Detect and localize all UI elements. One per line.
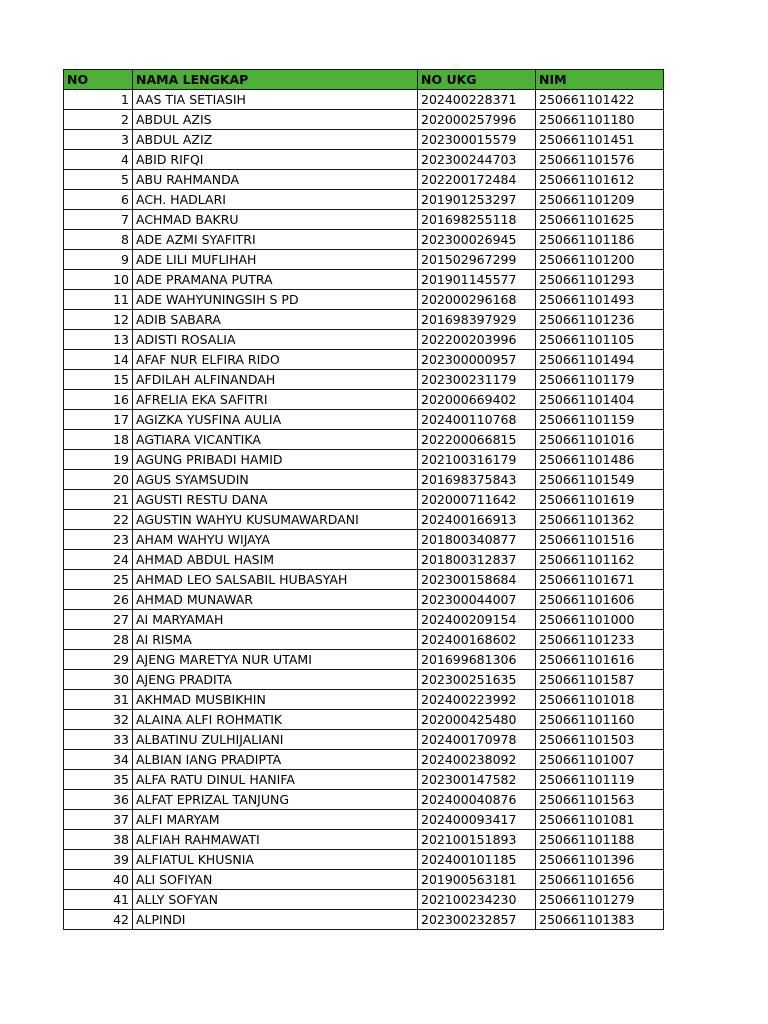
cell-nim: 250661101160 bbox=[536, 710, 664, 730]
cell-no: 33 bbox=[64, 730, 133, 750]
cell-nim: 250661101162 bbox=[536, 550, 664, 570]
cell-nim: 250661101516 bbox=[536, 530, 664, 550]
table-row bbox=[64, 770, 664, 790]
table-row bbox=[64, 390, 664, 410]
cell-nama-lengkap: AAS TIA SETIASIH bbox=[133, 90, 418, 110]
table-row bbox=[64, 230, 664, 250]
cell-nama-lengkap: AFRELIA EKA SAFITRI bbox=[133, 390, 418, 410]
cell-nama-lengkap: ALFAT EPRIZAL TANJUNG bbox=[133, 790, 418, 810]
cell-no: 13 bbox=[64, 330, 133, 350]
cell-no-ukg: 202300231179 bbox=[418, 370, 536, 390]
table-body bbox=[64, 90, 664, 930]
cell-nama-lengkap: AFAF NUR ELFIRA RIDO bbox=[133, 350, 418, 370]
cell-nim: 250661101119 bbox=[536, 770, 664, 790]
cell-no: 41 bbox=[64, 890, 133, 910]
cell-no-ukg: 202400170978 bbox=[418, 730, 536, 750]
cell-no-ukg: 202300147582 bbox=[418, 770, 536, 790]
table-row bbox=[64, 810, 664, 830]
cell-no: 18 bbox=[64, 430, 133, 450]
cell-no-ukg: 202300158684 bbox=[418, 570, 536, 590]
cell-no: 17 bbox=[64, 410, 133, 430]
cell-nim: 250661101616 bbox=[536, 650, 664, 670]
cell-nama-lengkap: ADE LILI MUFLIHAH bbox=[133, 250, 418, 270]
header-nim: NIM bbox=[536, 70, 664, 90]
cell-nama-lengkap: AFDILAH ALFINANDAH bbox=[133, 370, 418, 390]
cell-nim: 250661101186 bbox=[536, 230, 664, 250]
table-row bbox=[64, 90, 664, 110]
table-row bbox=[64, 190, 664, 210]
table-row bbox=[64, 530, 664, 550]
table-row bbox=[64, 410, 664, 430]
table-row bbox=[64, 890, 664, 910]
cell-nama-lengkap: AGTIARA VICANTIKA bbox=[133, 430, 418, 450]
cell-no: 16 bbox=[64, 390, 133, 410]
cell-no-ukg: 202300232857 bbox=[418, 910, 536, 930]
table-row bbox=[64, 210, 664, 230]
cell-nim: 250661101396 bbox=[536, 850, 664, 870]
cell-nim: 250661101404 bbox=[536, 390, 664, 410]
cell-nama-lengkap: ADE PRAMANA PUTRA bbox=[133, 270, 418, 290]
cell-nim: 250661101671 bbox=[536, 570, 664, 590]
cell-nama-lengkap: ADISTI ROSALIA bbox=[133, 330, 418, 350]
cell-no: 15 bbox=[64, 370, 133, 390]
cell-no-ukg: 202300251635 bbox=[418, 670, 536, 690]
cell-no-ukg: 202100234230 bbox=[418, 890, 536, 910]
cell-no: 21 bbox=[64, 490, 133, 510]
cell-nim: 250661101486 bbox=[536, 450, 664, 470]
cell-no-ukg: 202400238092 bbox=[418, 750, 536, 770]
cell-no: 29 bbox=[64, 650, 133, 670]
cell-no-ukg: 202400093417 bbox=[418, 810, 536, 830]
cell-no-ukg: 202000296168 bbox=[418, 290, 536, 310]
table-row bbox=[64, 270, 664, 290]
cell-nama-lengkap: AHAM WAHYU WIJAYA bbox=[133, 530, 418, 550]
table-row bbox=[64, 350, 664, 370]
table-row bbox=[64, 790, 664, 810]
cell-no-ukg: 202400209154 bbox=[418, 610, 536, 630]
table-row bbox=[64, 610, 664, 630]
cell-nim: 250661101081 bbox=[536, 810, 664, 830]
cell-nim: 250661101549 bbox=[536, 470, 664, 490]
cell-no: 20 bbox=[64, 470, 133, 490]
cell-nim: 250661101236 bbox=[536, 310, 664, 330]
cell-nim: 250661101503 bbox=[536, 730, 664, 750]
header-no: NO bbox=[64, 70, 133, 90]
table-row bbox=[64, 750, 664, 770]
cell-nim: 250661101159 bbox=[536, 410, 664, 430]
cell-nama-lengkap: ALAINA ALFI ROHMATIK bbox=[133, 710, 418, 730]
cell-nama-lengkap: ALFA RATU DINUL HANIFA bbox=[133, 770, 418, 790]
cell-nama-lengkap: AI RISMA bbox=[133, 630, 418, 650]
cell-nama-lengkap: AHMAD MUNAWAR bbox=[133, 590, 418, 610]
table-row bbox=[64, 830, 664, 850]
cell-no-ukg: 202300044007 bbox=[418, 590, 536, 610]
cell-no-ukg: 201502967299 bbox=[418, 250, 536, 270]
cell-nama-lengkap: AGUNG PRIBADI HAMID bbox=[133, 450, 418, 470]
cell-no: 4 bbox=[64, 150, 133, 170]
table-row bbox=[64, 650, 664, 670]
table-row bbox=[64, 710, 664, 730]
cell-nama-lengkap: ALFIATUL KHUSNIA bbox=[133, 850, 418, 870]
cell-nim: 250661101656 bbox=[536, 870, 664, 890]
cell-nim: 250661101179 bbox=[536, 370, 664, 390]
cell-nim: 250661101587 bbox=[536, 670, 664, 690]
table-row bbox=[64, 730, 664, 750]
table-row bbox=[64, 330, 664, 350]
cell-no-ukg: 201901145577 bbox=[418, 270, 536, 290]
cell-nim: 250661101422 bbox=[536, 90, 664, 110]
cell-nama-lengkap: ACHMAD BAKRU bbox=[133, 210, 418, 230]
cell-no-ukg: 202200203996 bbox=[418, 330, 536, 350]
cell-no-ukg: 202400166913 bbox=[418, 510, 536, 530]
cell-no-ukg: 202100316179 bbox=[418, 450, 536, 470]
cell-nama-lengkap: ACH. HADLARI bbox=[133, 190, 418, 210]
header-no-ukg: NO UKG bbox=[418, 70, 536, 90]
cell-nama-lengkap: AGIZKA YUSFINA AULIA bbox=[133, 410, 418, 430]
cell-nim: 250661101293 bbox=[536, 270, 664, 290]
cell-no: 23 bbox=[64, 530, 133, 550]
cell-nama-lengkap: AHMAD ABDUL HASIM bbox=[133, 550, 418, 570]
cell-no-ukg: 202000669402 bbox=[418, 390, 536, 410]
cell-no: 38 bbox=[64, 830, 133, 850]
cell-no-ukg: 202400040876 bbox=[418, 790, 536, 810]
cell-nama-lengkap: ADE WAHYUNINGSIH S PD bbox=[133, 290, 418, 310]
cell-no: 22 bbox=[64, 510, 133, 530]
table-row bbox=[64, 510, 664, 530]
table-header bbox=[64, 70, 664, 90]
cell-nim: 250661101362 bbox=[536, 510, 664, 530]
cell-nama-lengkap: AGUSTI RESTU DANA bbox=[133, 490, 418, 510]
cell-no: 26 bbox=[64, 590, 133, 610]
cell-no-ukg: 202400168602 bbox=[418, 630, 536, 650]
cell-no: 30 bbox=[64, 670, 133, 690]
cell-no-ukg: 202400110768 bbox=[418, 410, 536, 430]
cell-nama-lengkap: ALFI MARYAM bbox=[133, 810, 418, 830]
cell-nim: 250661101576 bbox=[536, 150, 664, 170]
table-row bbox=[64, 150, 664, 170]
cell-no: 5 bbox=[64, 170, 133, 190]
cell-nama-lengkap: ABDUL AZIZ bbox=[133, 130, 418, 150]
table-row bbox=[64, 130, 664, 150]
cell-no-ukg: 202000711642 bbox=[418, 490, 536, 510]
cell-no: 28 bbox=[64, 630, 133, 650]
cell-nim: 250661101619 bbox=[536, 490, 664, 510]
cell-no: 31 bbox=[64, 690, 133, 710]
cell-no-ukg: 202000425480 bbox=[418, 710, 536, 730]
cell-nim: 250661101188 bbox=[536, 830, 664, 850]
cell-no: 10 bbox=[64, 270, 133, 290]
cell-nim: 250661101180 bbox=[536, 110, 664, 130]
cell-nama-lengkap: ALBIAN IANG PRADIPTA bbox=[133, 750, 418, 770]
table-row bbox=[64, 850, 664, 870]
table-row bbox=[64, 490, 664, 510]
cell-no: 25 bbox=[64, 570, 133, 590]
cell-nim: 250661101493 bbox=[536, 290, 664, 310]
cell-no-ukg: 202400101185 bbox=[418, 850, 536, 870]
cell-no: 7 bbox=[64, 210, 133, 230]
cell-no-ukg: 201800340877 bbox=[418, 530, 536, 550]
cell-no-ukg: 202400228371 bbox=[418, 90, 536, 110]
cell-nim: 250661101612 bbox=[536, 170, 664, 190]
cell-no: 14 bbox=[64, 350, 133, 370]
cell-no: 36 bbox=[64, 790, 133, 810]
cell-no-ukg: 202100151893 bbox=[418, 830, 536, 850]
table-row bbox=[64, 430, 664, 450]
cell-nim: 250661101494 bbox=[536, 350, 664, 370]
cell-no-ukg: 202200066815 bbox=[418, 430, 536, 450]
cell-nama-lengkap: ABU RAHMANDA bbox=[133, 170, 418, 190]
table-row bbox=[64, 370, 664, 390]
cell-no: 35 bbox=[64, 770, 133, 790]
cell-no: 37 bbox=[64, 810, 133, 830]
cell-nim: 250661101000 bbox=[536, 610, 664, 630]
cell-no-ukg: 202000257996 bbox=[418, 110, 536, 130]
cell-no: 9 bbox=[64, 250, 133, 270]
table-row bbox=[64, 670, 664, 690]
cell-nama-lengkap: ALFIAH RAHMAWATI bbox=[133, 830, 418, 850]
cell-no: 34 bbox=[64, 750, 133, 770]
table-row bbox=[64, 690, 664, 710]
header-row bbox=[64, 70, 664, 90]
cell-no: 40 bbox=[64, 870, 133, 890]
cell-nim: 250661101105 bbox=[536, 330, 664, 350]
cell-nim: 250661101563 bbox=[536, 790, 664, 810]
cell-nim: 250661101018 bbox=[536, 690, 664, 710]
cell-no: 11 bbox=[64, 290, 133, 310]
table-row bbox=[64, 110, 664, 130]
cell-nama-lengkap: AJENG MARETYA NUR UTAMI bbox=[133, 650, 418, 670]
table-row bbox=[64, 590, 664, 610]
cell-no: 32 bbox=[64, 710, 133, 730]
cell-no: 8 bbox=[64, 230, 133, 250]
cell-nim: 250661101209 bbox=[536, 190, 664, 210]
cell-no-ukg: 201698375843 bbox=[418, 470, 536, 490]
table-row bbox=[64, 310, 664, 330]
cell-nama-lengkap: ALLY SOFYAN bbox=[133, 890, 418, 910]
cell-nim: 250661101383 bbox=[536, 910, 664, 930]
cell-nama-lengkap: AHMAD LEO SALSABIL HUBASYAH bbox=[133, 570, 418, 590]
table-row bbox=[64, 630, 664, 650]
cell-nama-lengkap: AGUS SYAMSUDIN bbox=[133, 470, 418, 490]
table-row bbox=[64, 250, 664, 270]
cell-nim: 250661101279 bbox=[536, 890, 664, 910]
cell-nama-lengkap: ADIB SABARA bbox=[133, 310, 418, 330]
cell-no-ukg: 202200172484 bbox=[418, 170, 536, 190]
cell-no: 24 bbox=[64, 550, 133, 570]
cell-nim: 250661101007 bbox=[536, 750, 664, 770]
cell-no-ukg: 202400223992 bbox=[418, 690, 536, 710]
cell-no: 39 bbox=[64, 850, 133, 870]
cell-nama-lengkap: ADE AZMI SYAFITRI bbox=[133, 230, 418, 250]
cell-no-ukg: 201699681306 bbox=[418, 650, 536, 670]
cell-nim: 250661101625 bbox=[536, 210, 664, 230]
cell-no: 27 bbox=[64, 610, 133, 630]
table-row bbox=[64, 170, 664, 190]
cell-no: 6 bbox=[64, 190, 133, 210]
cell-nama-lengkap: ABID RIFQI bbox=[133, 150, 418, 170]
cell-nim: 250661101606 bbox=[536, 590, 664, 610]
cell-no: 2 bbox=[64, 110, 133, 130]
cell-no-ukg: 201698397929 bbox=[418, 310, 536, 330]
cell-nama-lengkap: ALBATINU ZULHIJALIANI bbox=[133, 730, 418, 750]
cell-nama-lengkap: ALPINDI bbox=[133, 910, 418, 930]
cell-no-ukg: 202300015579 bbox=[418, 130, 536, 150]
cell-nama-lengkap: AJENG PRADITA bbox=[133, 670, 418, 690]
cell-nama-lengkap: ABDUL AZIS bbox=[133, 110, 418, 130]
cell-nama-lengkap: AGUSTIN WAHYU KUSUMAWARDANI bbox=[133, 510, 418, 530]
table-row bbox=[64, 470, 664, 490]
cell-nama-lengkap: AKHMAD MUSBIKHIN bbox=[133, 690, 418, 710]
cell-nama-lengkap: AI MARYAMAH bbox=[133, 610, 418, 630]
cell-no-ukg: 202300000957 bbox=[418, 350, 536, 370]
cell-nim: 250661101233 bbox=[536, 630, 664, 650]
cell-nama-lengkap: ALI SOFIYAN bbox=[133, 870, 418, 890]
cell-no: 3 bbox=[64, 130, 133, 150]
table-row bbox=[64, 870, 664, 890]
cell-nim: 250661101451 bbox=[536, 130, 664, 150]
cell-no-ukg: 202300244703 bbox=[418, 150, 536, 170]
spreadsheet-page bbox=[63, 69, 664, 930]
table-row bbox=[64, 550, 664, 570]
cell-no-ukg: 201901253297 bbox=[418, 190, 536, 210]
header-nama-lengkap: NAMA LENGKAP bbox=[133, 70, 418, 90]
cell-no: 12 bbox=[64, 310, 133, 330]
cell-no: 42 bbox=[64, 910, 133, 930]
cell-no: 19 bbox=[64, 450, 133, 470]
cell-no-ukg: 202300026945 bbox=[418, 230, 536, 250]
cell-nim: 250661101200 bbox=[536, 250, 664, 270]
table-row bbox=[64, 570, 664, 590]
table-row bbox=[64, 290, 664, 310]
table-row bbox=[64, 910, 664, 930]
cell-no-ukg: 201698255118 bbox=[418, 210, 536, 230]
cell-no-ukg: 201900563181 bbox=[418, 870, 536, 890]
table-row bbox=[64, 450, 664, 470]
participant-table bbox=[63, 69, 664, 930]
cell-no: 1 bbox=[64, 90, 133, 110]
cell-nim: 250661101016 bbox=[536, 430, 664, 450]
cell-no-ukg: 201800312837 bbox=[418, 550, 536, 570]
